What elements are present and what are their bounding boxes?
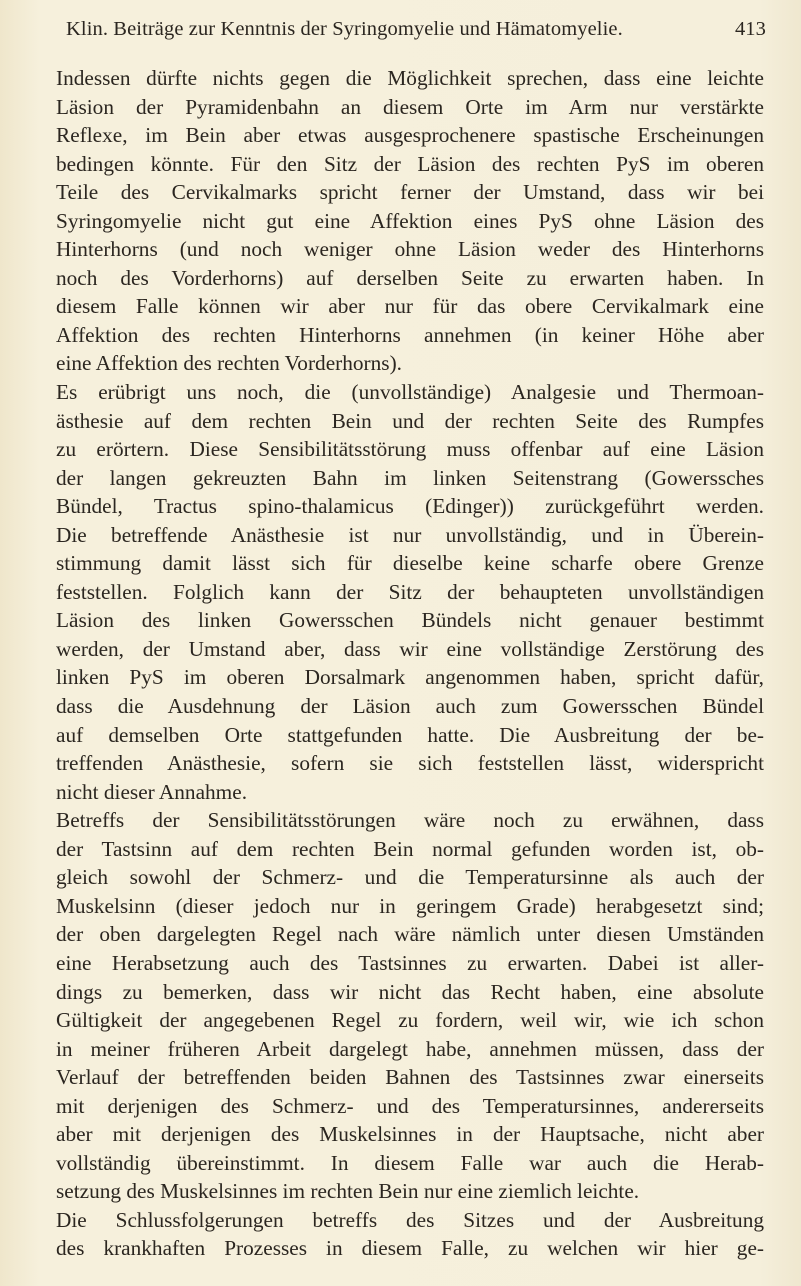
- text-line: der Tastsinn auf dem rechten Bein normal gefunden worden ist, ob-: [56, 836, 764, 861]
- text-line: in meiner früheren Arbeit dargelegt habe, annehmen müssen, dass der: [56, 1036, 764, 1061]
- body-text: [28, 64, 764, 1263]
- text-line: Läsion des linken Gowersschen Bündels nicht genauer bestimmt: [56, 608, 764, 633]
- text-line: vollständig übereinstimmt. In diesem Falle war auch die Herab-: [56, 1150, 764, 1175]
- text-line: Betreffs der Sensibilitätsstörungen wäre noch zu erwähnen, dass: [56, 808, 764, 833]
- paragraph-2: [28, 378, 764, 806]
- running-head-title: Klin. Beiträge zur Kenntnis der Syringomyelie und Hämatomyelie.: [66, 18, 623, 40]
- text-line: gleich sowohl der Schmerz- und die Temperatursinne als auch der: [56, 865, 764, 890]
- text-line: auf demselben Orte stattgefunden hatte. Die Ausbreitung der be-: [56, 722, 764, 747]
- text-line: der oben dargelegten Regel nach wäre nämlich unter diesen Umständen: [56, 922, 764, 947]
- text-line: Bündel, Tractus spino-thalamicus (Edinger)) zurückgeführt werden.: [56, 494, 764, 519]
- text-line: treffenden Anästhesie, sofern sie sich feststellen lässt, widerspricht: [56, 751, 764, 776]
- text-line: Gültigkeit der angegebenen Regel zu fordern, weil wir, wie ich schon: [56, 1008, 764, 1033]
- text-line: Die betreffende Anästhesie ist nur unvollständig, und in Überein-: [56, 522, 764, 547]
- text-line: aber mit derjenigen des Muskelsinnes in der Hauptsache, nicht aber: [56, 1122, 764, 1147]
- text-line: stimmung damit lässt sich für dieselbe keine scharfe obere Grenze: [56, 551, 764, 576]
- text-line: noch des Vorderhorns) auf derselben Seite zu erwarten haben. In: [56, 265, 764, 290]
- text-line: setzung des Muskelsinnes im rechten Bein nur eine ziemlich leichte.: [56, 1179, 640, 1204]
- text-line: Affektion des rechten Hinterhorns annehmen (in keiner Höhe aber: [56, 322, 764, 347]
- text-line: Es erübrigt uns noch, die (unvollständige) Analgesie und Thermoan-: [56, 380, 764, 405]
- paragraph-3: [28, 806, 764, 1206]
- text-line: Die Schlussfolgerungen betreffs des Sitzes und der Ausbreitung: [56, 1207, 764, 1232]
- text-line: zu erörtern. Diese Sensibilitätsstörung muss offenbar auf eine Läsion: [56, 437, 764, 462]
- text-line: Indessen dürfte nichts gegen die Möglichkeit sprechen, dass eine leichte: [56, 66, 764, 90]
- text-line: Teile des Cervikalmarks spricht ferner der Umstand, dass wir bei: [56, 180, 764, 205]
- text-line: Syringomyelie nicht gut eine Affektion eines PyS ohne Läsion des: [56, 208, 764, 233]
- text-line: werden, der Umstand aber, dass wir eine vollständige Zerstörung des: [56, 636, 764, 661]
- paragraph-1: [28, 64, 764, 378]
- text-line: Läsion der Pyramidenbahn an diesem Orte im Arm nur verstärkte: [56, 94, 764, 119]
- running-head: [66, 14, 766, 44]
- text-line: dings zu bemerken, dass wir nicht das Recht haben, eine absolute: [56, 979, 764, 1004]
- text-line: eine Herabsetzung auch des Tastsinnes zu erwarten. Dabei ist aller-: [56, 950, 764, 975]
- text-line: linken PyS im oberen Dorsalmark angenommen haben, spricht dafür,: [56, 665, 764, 690]
- text-line: eine Affektion des rechten Vorderhorns).: [56, 351, 402, 376]
- text-line: ästhesie auf dem rechten Bein und der rechten Seite des Rumpfes: [56, 408, 764, 433]
- text-line: dass die Ausdehnung der Läsion auch zum Gowersschen Bündel: [56, 694, 764, 719]
- text-line: mit derjenigen des Schmerz- und des Temperatursinnes, andererseits: [56, 1093, 764, 1118]
- text-line: Verlauf der betreffenden beiden Bahnen des Tastsinnes zwar einerseits: [56, 1065, 764, 1090]
- text-line: der langen gekreuzten Bahn im linken Seitenstrang (Gowerssches: [56, 465, 764, 490]
- page-number: 413: [734, 18, 766, 40]
- text-line: Hinterhorns (und noch weniger ohne Läsion weder des Hinterhorns: [56, 237, 764, 262]
- text-line: Muskelsinn (dieser jedoch nur in geringem Grade) herabgesetzt sind;: [56, 893, 764, 918]
- text-line: feststellen. Folglich kann der Sitz der behaupteten unvollständigen: [56, 579, 764, 604]
- text-line: des krankhaften Prozesses in diesem Falle, zu welchen wir hier ge-: [56, 1236, 764, 1261]
- text-line: diesem Falle können wir aber nur für das obere Cervikalmark eine: [56, 294, 764, 319]
- text-line: nicht dieser Annahme.: [56, 779, 248, 804]
- text-line: bedingen könnte. Für den Sitz der Läsion des rechten PyS im oberen: [56, 151, 764, 176]
- text-line: Reflexe, im Bein aber etwas ausgesprochenere spastische Erscheinungen: [56, 123, 764, 148]
- paragraph-4: [28, 1206, 764, 1263]
